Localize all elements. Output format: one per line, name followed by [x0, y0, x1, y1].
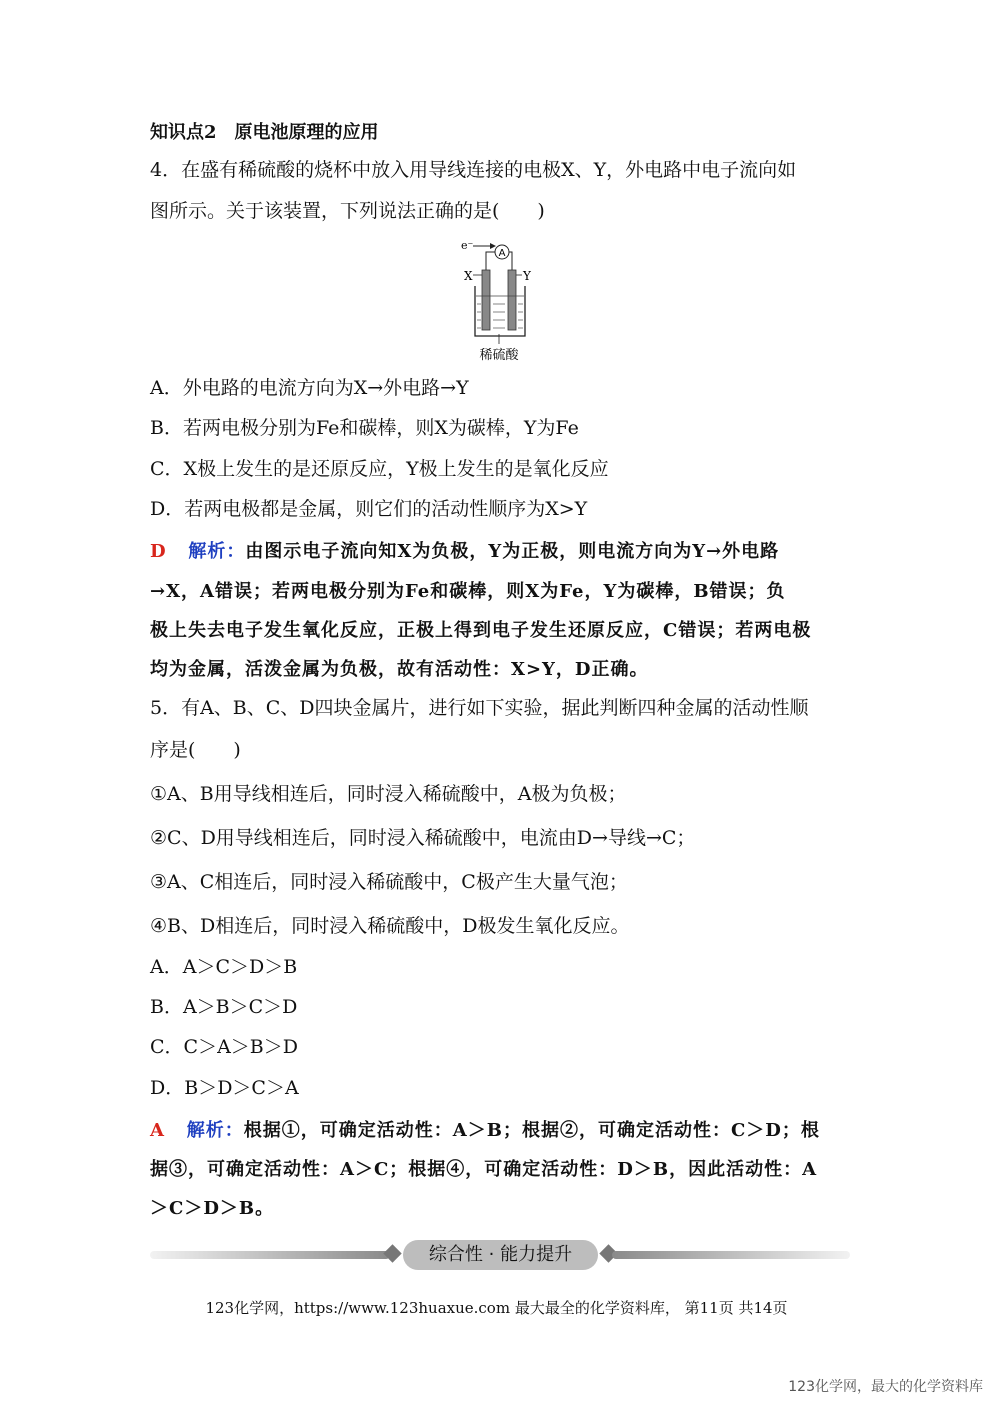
q4-option-a: A．外电路的电流方向为X→外电路→Y — [150, 377, 469, 399]
q4-stem-line1: 4．在盛有稀硫酸的烧杯中放入用导线连接的电极X、Y，外电路中电子流向如 — [150, 159, 797, 181]
section-title: 知识点2 原电池原理的应用 — [150, 122, 379, 143]
banner-left-bar — [150, 1251, 390, 1259]
ammeter-label: A — [498, 248, 506, 259]
q5-statement-3: ③A、C相连后，同时浸入稀硫酸中，C极产生大量气泡； — [150, 871, 628, 893]
electrode-y — [508, 270, 516, 330]
banner-right-bar — [612, 1251, 850, 1259]
q5-analysis-label: 解析： — [186, 1120, 244, 1141]
q5-option-d: D．B＞D＞C＞A — [150, 1077, 299, 1099]
q5-stem-line2: 序是( ) — [150, 739, 241, 761]
q4-option-c: C．X极上发生的是还原反应，Y极上发生的是氧化反应 — [150, 458, 609, 480]
q5-option-b: B．A＞B＞C＞D — [150, 996, 298, 1018]
q4-analysis-line2: →X，A错误；若两电极分别为Fe和碳棒，则X为Fe，Y为碳棒，B错误；负 — [150, 581, 786, 602]
q4-analysis-text1: 由图示电子流向知X为负极，Y为正极，则电流方向为Y→外电路 — [245, 541, 780, 562]
q4-analysis-line1 — [150, 538, 779, 566]
q5-statement-2: ②C、D用导线相连后，同时浸入稀硫酸中，电流由D→导线→C； — [150, 827, 696, 849]
q5-statement-1: ①A、B用导线相连后，同时浸入稀硫酸中，A极为负极； — [150, 783, 627, 805]
battery-diagram — [455, 238, 545, 366]
electrode-x-label: X — [464, 269, 473, 283]
q5-answer-letter: A — [150, 1120, 165, 1141]
figure-caption: 稀硫酸 — [479, 348, 519, 363]
banner-label: 综合性 · 能力提升 — [403, 1240, 598, 1270]
q5-stem-line1: 5．有A、B、C、D四块金属片，进行如下实验，据此判断四种金属的活动性顺 — [150, 697, 809, 719]
q5-option-c: C．C＞A＞B＞D — [150, 1036, 298, 1058]
q4-stem-line2: 图所示。关于该装置，下列说法正确的是( ) — [150, 200, 545, 222]
page-footer: 123化学网，https://www.123huaxue.com 最大最全的化学资料库， 第11页 共14页 — [205, 1299, 788, 1317]
q5-statement-4: ④B、D相连后，同时浸入稀硫酸中，D极发生氧化反应。 — [150, 915, 630, 937]
q4-analysis-line3: 极上失去电子发生氧化反应，正极上得到电子发生还原反应，C错误；若两电极 — [150, 620, 812, 641]
q5-analysis-text1: 根据①，可确定活动性：A＞B；根据②，可确定活动性：C＞D；根 — [243, 1120, 820, 1141]
q5-analysis-line1 — [150, 1117, 820, 1145]
q4-answer-letter: D — [150, 541, 167, 562]
q4-analysis-line4: 均为金属，活泼金属为负极，故有活动性：X>Y，D正确。 — [150, 659, 649, 680]
q5-analysis-line2: 据③，可确定活动性：A＞C；根据④，可确定活动性：D＞B，因此活动性：A — [150, 1159, 818, 1180]
electrode-y-label: Y — [523, 269, 531, 283]
q4-option-d: D．若两电极都是金属，则它们的活动性顺序为X>Y — [150, 498, 588, 520]
q4-analysis-label: 解析： — [188, 541, 246, 562]
section-banner — [150, 1240, 850, 1272]
watermark: 123化学网，最大的化学资料库 — [788, 1379, 983, 1395]
electron-label: e⁻ — [461, 239, 474, 252]
diamond-icon — [383, 1244, 401, 1262]
q4-option-b: B．若两电极分别为Fe和碳棒，则X为碳棒，Y为Fe — [150, 417, 579, 439]
electrode-x — [482, 270, 490, 330]
q5-option-a: A．A＞C＞D＞B — [150, 956, 298, 978]
q5-analysis-line3: ＞C＞D＞B。 — [150, 1198, 275, 1219]
